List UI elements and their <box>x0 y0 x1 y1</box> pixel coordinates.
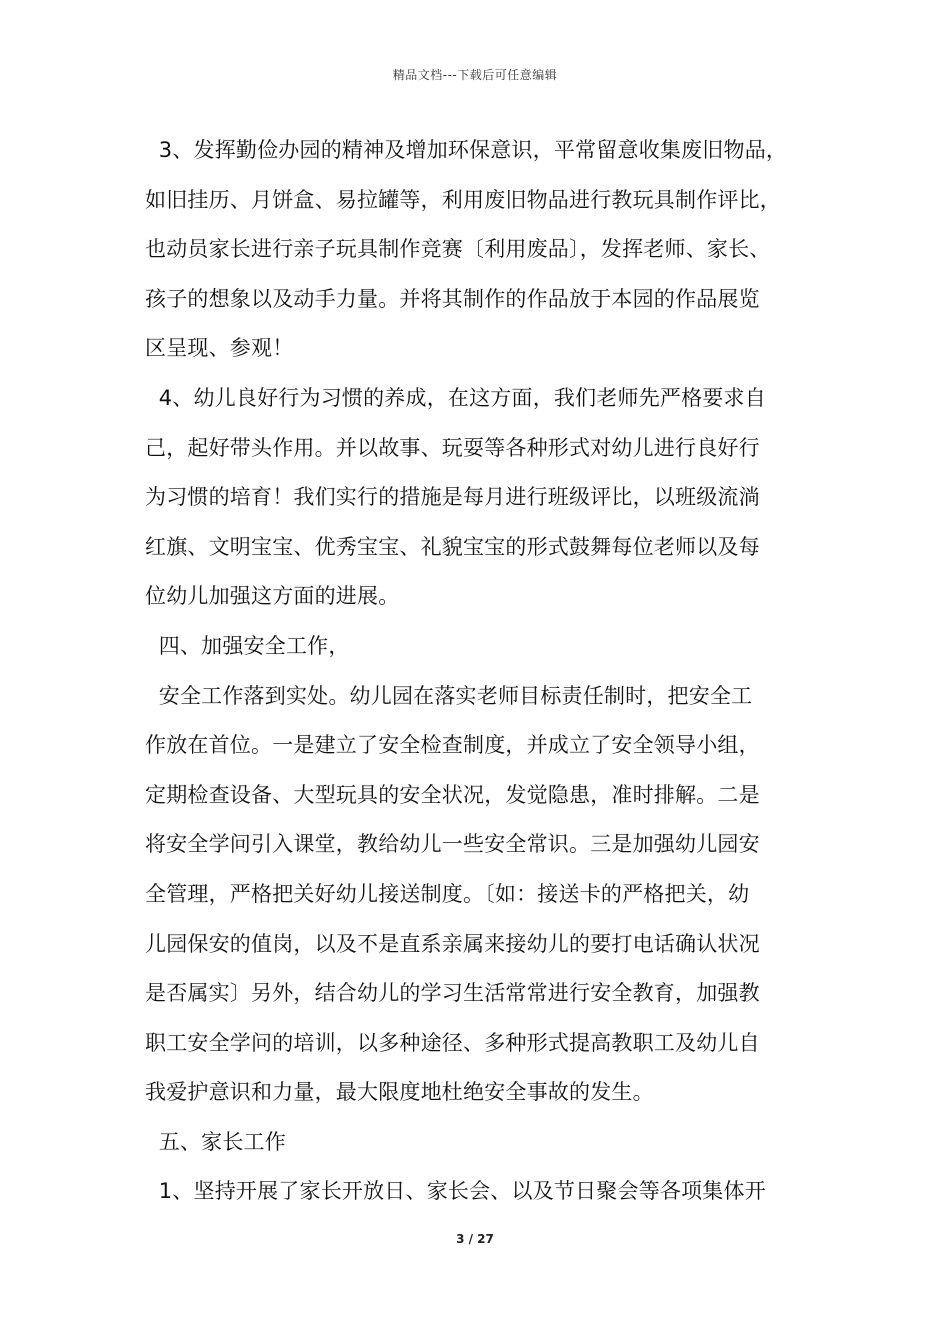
text-line: 也动员家长进行亲子玩具制作竞赛〔利用废品〕，发挥老师、家长、 <box>145 237 771 262</box>
text-line: 将安全学问引入课堂，教给幼儿一些安全常识。三是加强幼儿园安 <box>145 832 760 857</box>
section-heading: 五、家长工作 <box>145 1129 286 1154</box>
page-number: 3 / 27 <box>456 1232 494 1246</box>
text-line: 如旧挂历、月饼盒、易拉罐等，利用废旧物品进行教玩具制作评比， <box>145 187 781 212</box>
body-text <box>145 126 825 1217</box>
text-line: 儿园保安的值岗，以及不是直系亲属来接幼儿的要打电话确认状况 <box>145 931 760 956</box>
text-line: 职工安全学问的培训，以多种途径、多种形式提高教职工及幼儿自 <box>145 1030 760 1055</box>
text-line: 位幼儿加强这方面的进展。 <box>145 584 400 609</box>
text-line: 孩子的想象以及动手力量。并将其制作的作品放于本园的作品展览 <box>145 286 760 311</box>
text-line: 是否属实〕另外，结合幼儿的学习生活常常进行安全教育，加强教 <box>145 981 760 1006</box>
text-line: 1、坚持开展了家长开放日、家长会、以及节日聚会等各项集体开 <box>145 1179 766 1204</box>
text-line: 我爱护意识和力量，最大限度地杜绝安全事故的发生。 <box>145 1080 654 1105</box>
section-heading: 四、加强安全工作， <box>145 633 350 658</box>
text-line: 3、发挥勤俭办园的精神及增加环保意识，平常留意收集废旧物品， <box>145 138 788 162</box>
text-line: 为习惯的培育！我们实行的措施是每月进行班级评比，以班级流淌 <box>145 485 760 510</box>
text-line: 己，起好带头作用。并以故事、玩耍等各种形式对幼儿进行良好行 <box>145 435 760 460</box>
text-line: 4、幼儿良好行为习惯的养成，在这方面，我们老师先严格要求自 <box>145 385 766 410</box>
text-line: 安全工作落到实处。幼儿园在落实老师目标责任制时，把安全工 <box>145 683 753 708</box>
text-line: 定期检查设备、大型玩具的安全状况，发觉隐患，准时排解。二是 <box>145 782 760 807</box>
text-line: 全管理，严格把关好幼儿接送制度。〔如：接送卡的严格把关，幼 <box>145 881 750 906</box>
text-line: 红旗、文明宝宝、优秀宝宝、礼貌宝宝的形式鼓舞每位老师以及每 <box>145 534 760 559</box>
text-line: 区呈现、参观！ <box>145 336 294 361</box>
page-header: 精品文档---下载后可任意编辑 <box>392 68 558 82</box>
text-line: 作放在首位。一是建立了安全检查制度，并成立了安全领导小组， <box>145 733 760 758</box>
